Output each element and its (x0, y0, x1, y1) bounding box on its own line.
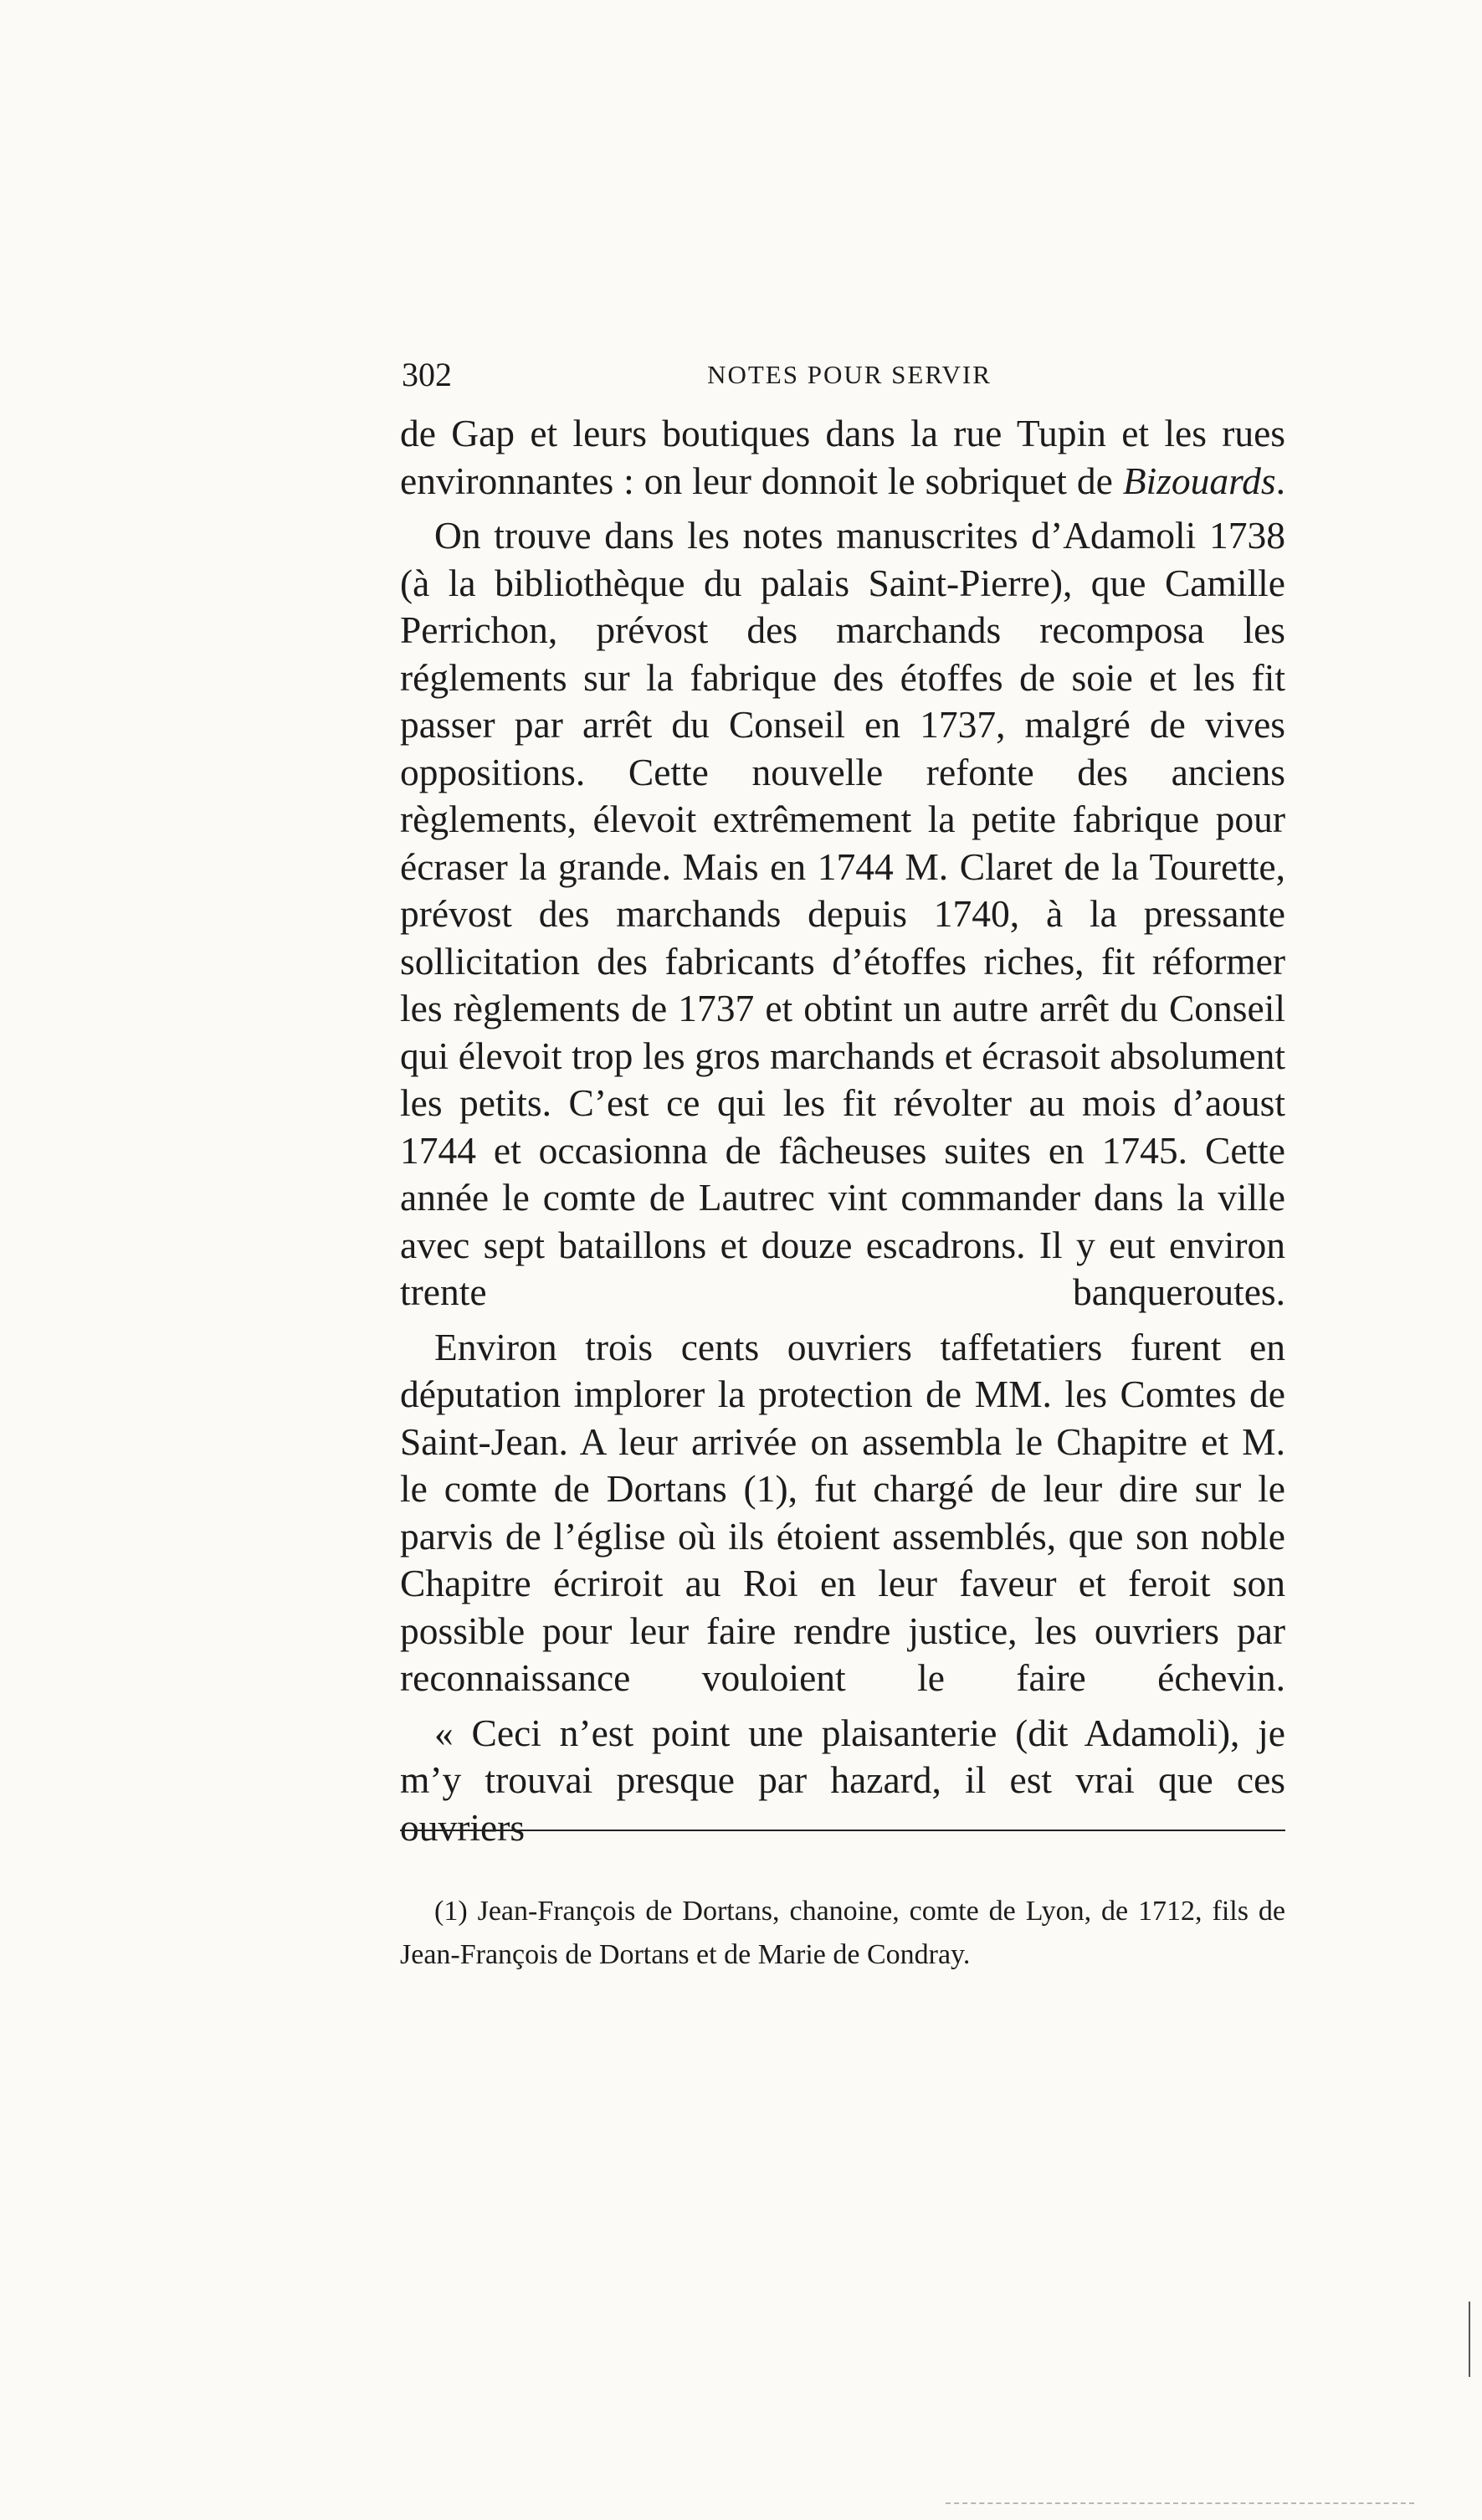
scan-edge-mark (1469, 2302, 1470, 2377)
paragraph-taffetatiers: Environ trois cents ouvriers taffetatiers furent en députation implorer la protection de MM. les Comtes de Saint-Jean. A leur arrivée on assembla le Chapitre et M. le comte de Dortans (1), fut chargé de leur dire sur le parvis de l’église où ils étoient assemblés, que son noble Chapitre écriroit au Roi en leur faveur et feroit son possible pour leur faire rendre justice, les ouvriers par reconnaissance vouloient le faire échevin. (400, 1325, 1285, 1699)
paragraph-quotation: « Ceci n’est point une plaisanterie (dit Adamoli), je m’y trouvai presque par hazard, il est vrai que ces ouvriers (400, 1711, 1285, 1849)
footnotes (400, 1890, 1285, 1977)
paragraph-continuation: de Gap et leurs boutiques dans la rue Tupin et les rues environnantes : on leur donnoit le sobriquet de Bizouards. (400, 412, 1285, 502)
paragraph-adamoli-notes: On trouve dans les notes manuscrites d’Adamoli 1738 (à la bibliothèque du palais Saint-Pierre), que Camille Perrichon, prévost des marchands recomposa les réglements sur la fabrique des étoffes de soie et les fit passer par arrêt du Conseil en 1737, malgré de vives oppositions. Cette nouvelle refonte des anciens règlements, élevoit extrêmement la petite fabrique pour écraser la grande. Mais en 1744 M. Claret de la Tourette, prévost des marchands depuis 1740, à la pressante sollicitation des fabricants d’étoffes riches, fit réformer les règlements de 1737 et obtint un autre arrêt du Conseil qui élevoit trop les gros marchands et écrasoit absolument les petits. C’est ce qui les fit révolter au mois d’aoust 1744 et occasionna de fâcheuses suites en 1745. Cette année le comte de Lautrec vint commander dans la ville avec sept bataillons et douze escadrons. Il y eut environ trente banqueroutes. (400, 514, 1285, 1313)
scan-edge-dashes (946, 2502, 1414, 2504)
sobriquet-italic: Bizouards (1122, 459, 1276, 502)
footnote-1: (1) Jean-François de Dortans, chanoine, comte de Lyon, de 1712, fils de Jean-François de Dortans et de Marie de Condray. (400, 1896, 1285, 1970)
body-text (400, 410, 1285, 1851)
footnote-rule (400, 1830, 1285, 1831)
page-header (402, 350, 1280, 400)
page-number: 302 (402, 356, 452, 393)
running-head: NOTES POUR SERVIR (707, 360, 992, 389)
